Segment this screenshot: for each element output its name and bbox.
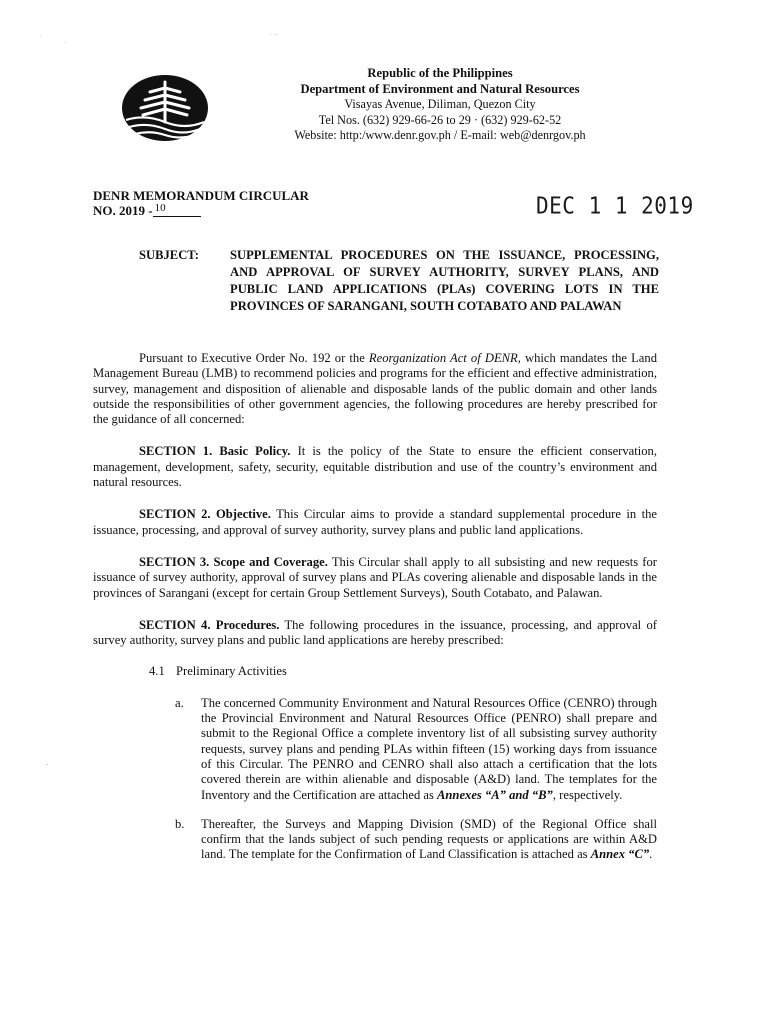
- preamble-paragraph: [93, 351, 657, 427]
- section-4-paragraph: [93, 618, 657, 649]
- subject-text: SUPPLEMENTAL PROCEDURES ON THE ISSUANCE, PROCESSING, AND APPROVAL OF SURVEY AUTHORITY, SURVEY PLANS, AND PUBLIC LAND APPLICATIONS (PLAs) COVERING LOTS IN THE PROVINCES OF SARANGANI, SOUTH COTABATO AND PALAWAN: [230, 248, 659, 313]
- list-item-text: Thereafter, the Surveys and Mapping Division (SMD) of the Regional Office shall confirm that the lands subject of such pending requests or applications are within A&D land. The template for the Confirmation of Land Classification is attached as: [201, 816, 657, 862]
- circular-number: [93, 188, 309, 221]
- denr-seal-icon: [120, 72, 210, 144]
- letterhead-address: Visayas Avenue, Diliman, Quezon City: [344, 97, 536, 111]
- section-4-heading: SECTION 4. Procedures.: [139, 617, 280, 632]
- circular-no-value: 10: [153, 201, 201, 217]
- subsection-title: Preliminary Activities: [176, 664, 287, 679]
- scan-speck: · ··: [270, 32, 278, 38]
- section-3-heading: SECTION 3. Scope and Coverage.: [139, 554, 328, 569]
- preamble-text-2: , which mandates the Land Management Bureau (LMB) to recommend policies and programs for the efficient and effective administration, survey, management and disposition of alienable and disposable lands of the public domain and other lands outside the responsibilities of other government agencies, the following procedures are hereby prescribed for the guidance of all concerned:: [93, 351, 657, 427]
- section-1-paragraph: [93, 444, 657, 490]
- scan-speck: -: [46, 762, 48, 768]
- section-1-text: It is the policy of the State to ensure the efficient conservation, management, development, safety, security, equitable distribution and use of the country’s environment and natural resources.: [93, 444, 657, 490]
- section-3-text: This Circular shall apply to all subsisting and new requests for issuance of survey authority, approval of survey plans and PLAs covering alienable and disposable lands in the provinces of Sarangani (except for certain Group Settlement Surveys), South Cotabato, and Palawan.: [93, 554, 657, 600]
- section-2-paragraph: [93, 507, 657, 538]
- circular-title: DENR MEMORANDUM CIRCULAR: [93, 188, 309, 203]
- letterhead-website: Website: http:/www.denr.gov.ph / E-mail: web@denrgov.ph: [294, 128, 586, 142]
- subsection-4-1: [149, 664, 657, 679]
- list-item-annex: Annexes “A” and “B”: [437, 787, 553, 802]
- preamble-text: Pursuant to Executive Order No. 192 or the: [139, 351, 369, 365]
- list-item: [175, 696, 657, 803]
- letterhead-republic: Republic of the Philippines: [367, 66, 513, 80]
- section-3-paragraph: [93, 555, 657, 601]
- preamble-italic: Reorganization Act of DENR: [368, 351, 518, 365]
- document-body: [93, 351, 657, 877]
- circular-no-label: NO. 2019 -: [93, 203, 153, 218]
- scan-speck: ·: [64, 40, 66, 46]
- list-item-annex: Annex “C”: [590, 847, 650, 862]
- list-item: [175, 817, 657, 863]
- list-item-letter: b.: [175, 816, 185, 831]
- subject-block: [139, 247, 659, 315]
- subject-label: SUBJECT:: [139, 248, 199, 262]
- letterhead-tel: Tel Nos. (632) 929-66-26 to 29 · (632) 929-62-52: [318, 112, 562, 127]
- list-item-end: , respectively.: [552, 787, 623, 802]
- section-2-heading: SECTION 2. Objective.: [139, 507, 271, 522]
- scan-speck: ·: [40, 34, 42, 40]
- list-item-letter: a.: [175, 695, 184, 710]
- section-1-heading: SECTION 1. Basic Policy.: [139, 444, 291, 459]
- section-2-text: This Circular aims to provide a standard supplemental procedure in the issuance, processing, and approval of survey authority, survey plans and public land applications.: [93, 507, 657, 537]
- letterhead-department: Department of Environment and Natural Resources: [300, 81, 580, 96]
- subsection-number: 4.1: [149, 664, 165, 679]
- list-item-end: .: [649, 847, 653, 862]
- section-4-text: The following procedures in the issuance, processing, and approval of survey authority, survey plans and public land applications are hereby prescribed:: [93, 617, 657, 648]
- date-stamp: DEC 1 1 2019: [536, 193, 694, 219]
- letterhead: [250, 66, 630, 144]
- list-item-text: The concerned Community Environment and Natural Resources Office (CENRO) through the Provincial Environment and Natural Resources Office (PENRO) shall prepare and submit to the Regional Office a complete inventory list of all subsisting survey authority requests, survey plans and pending PLAs within fifteen (15) working days from issuance of this Circular. The PENRO and CENRO shall also attach a certification that the lots covered therein are within alienable and disposable (A&D) land. The templates for the Inventory and the Certification are attached as: [201, 695, 657, 802]
